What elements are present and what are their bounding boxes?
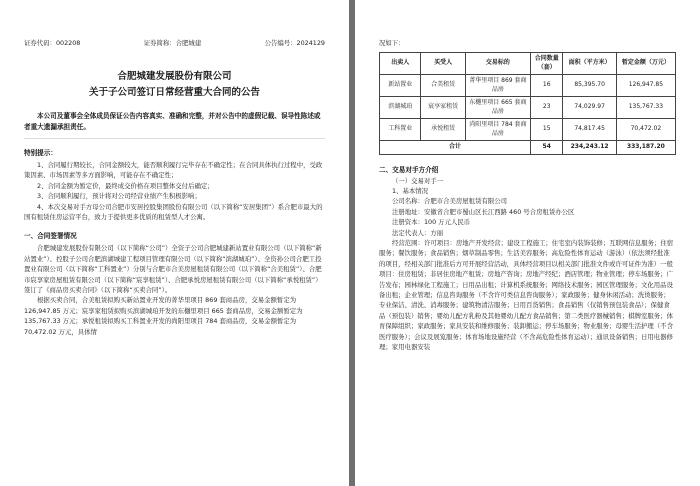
column-header: 面积（平方米） [563, 53, 616, 75]
legal-representative: 法定代表人：方丽 [392, 228, 444, 237]
table-total-row [380, 141, 676, 155]
announcement-title: 关于子公司签订日常经营重大合同的公告 [88, 87, 260, 98]
column-header: 买受人 [421, 53, 465, 75]
table-cell: 宸享家租赁 [421, 97, 465, 119]
column-header: 暂定金额（万元） [616, 53, 675, 75]
registered-capital: 注册资本：100 万元人民币 [392, 218, 471, 227]
table-cell: 承悦租赁 [421, 119, 465, 141]
registered-address: 注册地址：安徽省合肥市蜀山区长江西路 460 号合房租赁办公区 [392, 207, 575, 216]
table-header-row [380, 53, 676, 75]
special-tips-heading: 特别提示： [24, 149, 57, 157]
board-notice: 本公司及董事会全体成员保证公告内容真实、准确和完整，并对公告中的虚假记载、误导性陈述或者重大遗漏承担责任。 [24, 112, 321, 131]
tip-3: 3、合同顺利履行，预计将对公司经营业绩产生积极影响； [37, 192, 201, 201]
table-cell: 74,817.45 [563, 119, 616, 141]
column-header: 合同数量（套） [530, 53, 563, 75]
stock-code: 证券代码：002208 [24, 39, 81, 47]
stock-name: 证券简称：合肥城建 [143, 39, 202, 47]
announcement-number: 公告编号：2024129 [264, 39, 325, 47]
table-cell: 85,395.70 [563, 75, 616, 97]
total-area: 234,243.12 [563, 141, 616, 155]
carry-over-text: 况如下： [379, 39, 405, 47]
document-page-right [355, 0, 700, 486]
section1-paragraph-2: 根据买卖合同，合美租赁拟购买新站置业开发的菁华里项目 869 套商品房，交易金额暂定为 126,947.85 万元；宸享家租赁拟购买滨湖城珀开发的东樾里项目 665 套商品房，交易金额暂定为 135,767.33 万元；承悦租赁拟购买工科置业开发的尚阳里项目 784 套商品房，交易金额暂定为 70,472.02 万元，具体情 [24, 296, 303, 336]
table-cell: 15 [530, 119, 563, 141]
total-amount: 333,187.20 [616, 141, 675, 155]
table-cell: 74,029.97 [563, 97, 616, 119]
basic-info-heading: 1、基本情况 [392, 186, 429, 195]
tip-4: 4、本次交易对手方母公司合肥市安居控股集团股份有限公司（以下简称“安居集团”）系合肥市最大的国有租赁住房运营平台，致力于提供更多优质的租赁型人才公寓。 [24, 202, 323, 222]
table-cell: 菁华里项目 869 套商品房 [465, 75, 530, 97]
table-row [380, 75, 676, 97]
table-cell: 16 [530, 75, 563, 97]
company-title: 合肥城建发展股份有限公司 [117, 71, 232, 82]
table-row [380, 119, 676, 141]
business-scope: 经营范围：许可项目：房地产开发经营；建设工程施工；住宅室内装饰装修；互联网信息服务；住宿服务；餐饮服务；食品销售；烟草制品零售；生活美容服务；高危险性体育运动（游泳）（依法须经批准的项目，经相关部门批准后方可开展经营活动，具体经营项目以相关部门批准文件或许可证件为准）一般项目：住房租赁；非居住房地产租赁；房地产咨询；房地产经纪；酒店管理；物业管理；停车场服务；广告发布；园林绿化工程施工；日用品出租；计算机系统服务；网络技术服务；园区管理服务；文化用品设备出租；企业管理；信息咨询服务（不含许可类信息咨询服务）；家政服务；健身休闲活动；洗烫服务；专业保洁、清洗、消毒服务；建筑物清洁服务；日用百货销售；食品销售（仅销售预包装食品）；保健食品（预包装）销售；婴幼儿配方乳粉及其他婴幼儿配方食品销售；第二类医疗器械销售；棋牌室服务；体育保障组织；家政服务；家具安装和维修服务；装卸搬运；停车场服务；物业服务；母婴生活护理（不含医疗服务）；会议及展览服务；体育场地设施经营（不含高危险性体育运动）；通讯设备销售；日用电器修理；家用电器安装 [379, 238, 674, 351]
table-cell: 70,472.02 [616, 119, 675, 141]
table-cell: 东樾里项目 665 套商品房 [465, 97, 530, 119]
company-name: 公司名称：合肥市合美房屋租赁有限公司 [392, 197, 508, 206]
table-cell: 135,767.33 [616, 97, 675, 119]
table-cell: 尚阳里项目 784 套商品房 [465, 119, 530, 141]
table-cell: 滨湖城珀 [380, 97, 421, 119]
total-count: 54 [530, 141, 563, 155]
table-cell: 126,947.85 [616, 75, 675, 97]
total-label: 合计 [380, 141, 531, 155]
table-cell: 23 [530, 97, 563, 119]
table-cell: 工科置业 [380, 119, 421, 141]
document-page-left [0, 0, 349, 486]
counterparty-1-heading: （一）交易对手一 [392, 176, 444, 185]
section2-heading: 二、交易对手方介绍 [379, 165, 439, 174]
column-header: 交易标的 [465, 53, 530, 75]
divider [24, 138, 325, 139]
section1-paragraph-1: 合肥城建发展股份有限公司（以下简称“公司”）全资子公司合肥城建新站置业有限公司（以下简称“新站置业”）、控股子公司合肥滨湖城建工程项目管理有限公司（以下简称“滨湖城珀”）、全资孙公司合肥工投置业有限公司（以下简称“工科置业”）分别与合肥市合美房屋租赁有限公司（以下简称“合美租赁”）、合肥市宸享家房屋租赁有限公司（以下简称“宸享租赁”）、合肥承悦房屋租赁有限公司（以下简称“承悦租赁”）签订了《商品房买卖合同》（以下简称“买卖合同”）。 [24, 244, 322, 295]
tip-2: 2、合同金额为暂定价，最终成交价格在项目整体交付后确定； [37, 181, 214, 190]
table-cell: 合美租赁 [421, 75, 465, 97]
table-cell: 新站置业 [380, 75, 421, 97]
column-header: 出卖人 [380, 53, 421, 75]
announcement-header [24, 38, 325, 47]
tip-1: 1、合同履行期较长，合同金额较大，能否顺利履行完毕存在不确定性；在合同具体执行过程中，受政策因素、市场因素等多方面影响，可能存在不确定性； [24, 161, 323, 180]
contract-table [379, 52, 676, 155]
table-row [380, 97, 676, 119]
section1-heading: 一、合同签署情况 [24, 232, 77, 241]
